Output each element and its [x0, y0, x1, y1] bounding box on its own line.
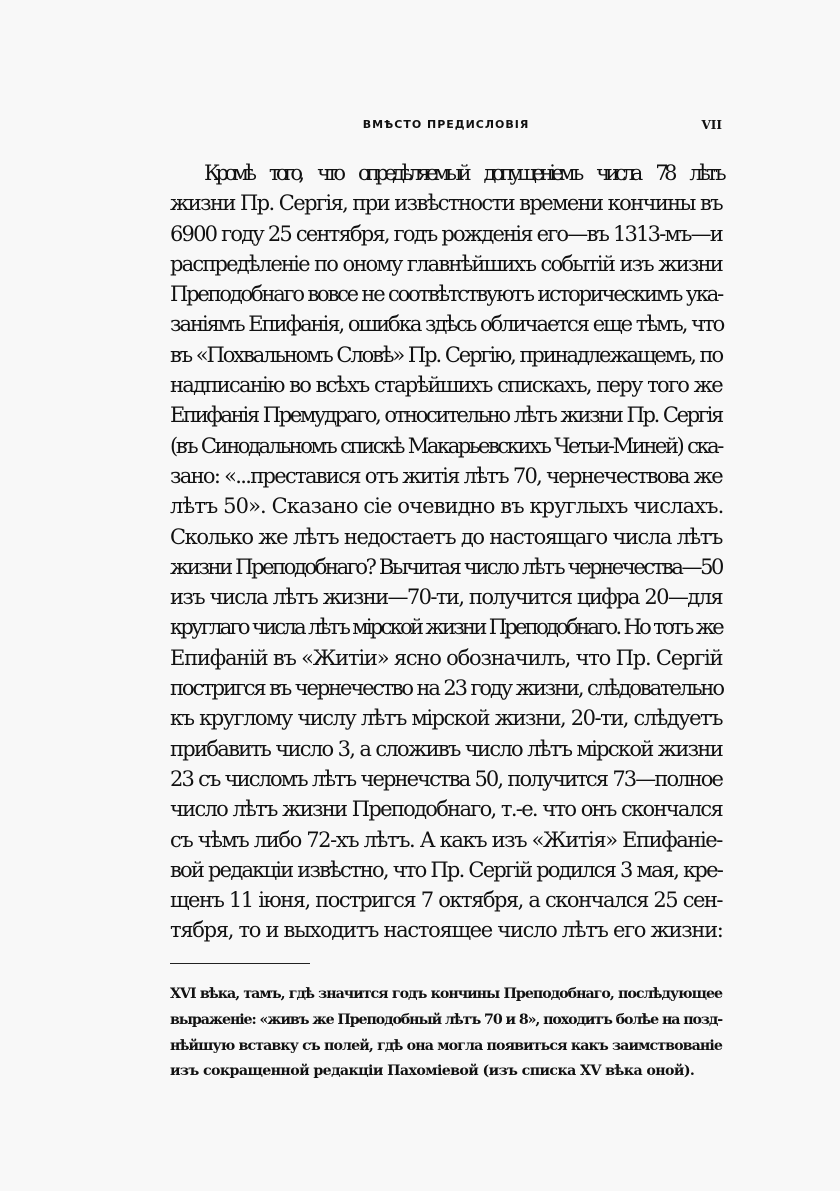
text-line: постригся въ чернечество на 23 году жизни, слѣдовательно [170, 676, 723, 701]
text-line: Епифанія Премудраго, относительно лѣтъ жизни Пр. Сергія [170, 403, 722, 428]
footnote-line: XVI вѣка, тамъ, гдѣ значится годъ кончины Преподобнаго, послѣдующее [170, 986, 722, 1002]
text-line: лѣтъ 50». Сказано сіе очевидно въ круглыхъ числахъ. [170, 494, 724, 519]
footnote-line: нѣйшую вставку съ полей, гдѣ она могла появиться какъ заимствованіе [170, 1037, 722, 1054]
text-line: число лѣтъ жизни Преподобнаго, т.-е. что онъ скончался [170, 797, 722, 822]
text-line: Епифаній въ «Житіи» ясно обозначилъ, что Пр. Сергій [170, 645, 723, 670]
text-line: съ чѣмъ либо 72-хъ лѣтъ. А какъ изъ «Житія» Епифаніе- [170, 827, 722, 852]
text-line: жизни Преподобнаго? Вычитая число лѣтъ чернечества—50 [170, 554, 722, 579]
main-text [170, 158, 722, 946]
text-line: круглаго числа лѣтъ мірской жизни Преподобнаго. Но тотъ же [170, 615, 722, 640]
running-title: ВМѢСТО ПРЕДИСЛОВІЯ [362, 118, 530, 131]
text-line: вой редакціи извѣстно, что Пр. Сергій родился 3 мая, кре- [170, 857, 722, 882]
text-line: 23 съ числомъ лѣтъ чернечства 50, получится 73—полное [170, 766, 722, 791]
footnote-line: изъ сокращенной редакціи Пахоміевой (изъ списка XV вѣка оной). [170, 1063, 695, 1080]
text-line: зано: «...преставися отъ житія лѣтъ 70, чернечествова же [170, 463, 723, 488]
text-line: (въ Синодальномъ спискѣ Макарьевскихъ Четьи-Миней) ска- [170, 433, 722, 458]
page-header [170, 118, 722, 138]
text-line: 6900 году 25 сентября, годъ рожденія его—въ 1313-мъ—и [170, 221, 722, 246]
text-line: распредѣленіе по оному главнѣйшихъ событій изъ жизни [170, 251, 722, 276]
text-line: жизни Пр. Сергія, при извѣстности времени кончины въ [170, 191, 722, 216]
text-line: къ круглому числу лѣтъ мірской жизни, 20-ти, слѣдуетъ [170, 706, 722, 731]
text-line: въ «Похвальномъ Словѣ» Пр. Сергію, принадлежащемъ, по [170, 342, 722, 367]
footnote-line: выраженіе: «живъ же Преподобный лѣтъ 70 и 8», походитъ болѣе на позд- [170, 1011, 722, 1028]
text-line: прибавить число 3, а сложивъ число лѣтъ мірской жизни [170, 736, 722, 761]
page-number: VII [701, 118, 722, 132]
text-line: Преподобнаго вовсе не соотвѣтствуютъ историческимъ ука- [170, 282, 722, 307]
text-line: щенъ 11 іюня, постригся 7 октября, а скончался 25 сен- [170, 888, 722, 913]
text-line: тября, то и выходитъ настоящее число лѣтъ его жизни: [170, 918, 723, 943]
text-line: надписанію во всѣхъ старѣйшихъ спискахъ, перу того же [170, 373, 722, 398]
text-line: заніямъ Епифанія, ошибка здѣсь обличается еще тѣмъ, что [170, 312, 724, 337]
text-line: Кромѣ того, что опредѣляемый допущеніемъ числа 78 лѣтъ [204, 161, 722, 185]
text-line: Сколько же лѣтъ недостаетъ до настоящаго числа лѣтъ [170, 524, 722, 549]
text-line: изъ числа лѣтъ жизни—70-ти, получится цифра 20—для [170, 585, 722, 610]
footnote [170, 982, 722, 1085]
footnote-divider [170, 963, 310, 964]
